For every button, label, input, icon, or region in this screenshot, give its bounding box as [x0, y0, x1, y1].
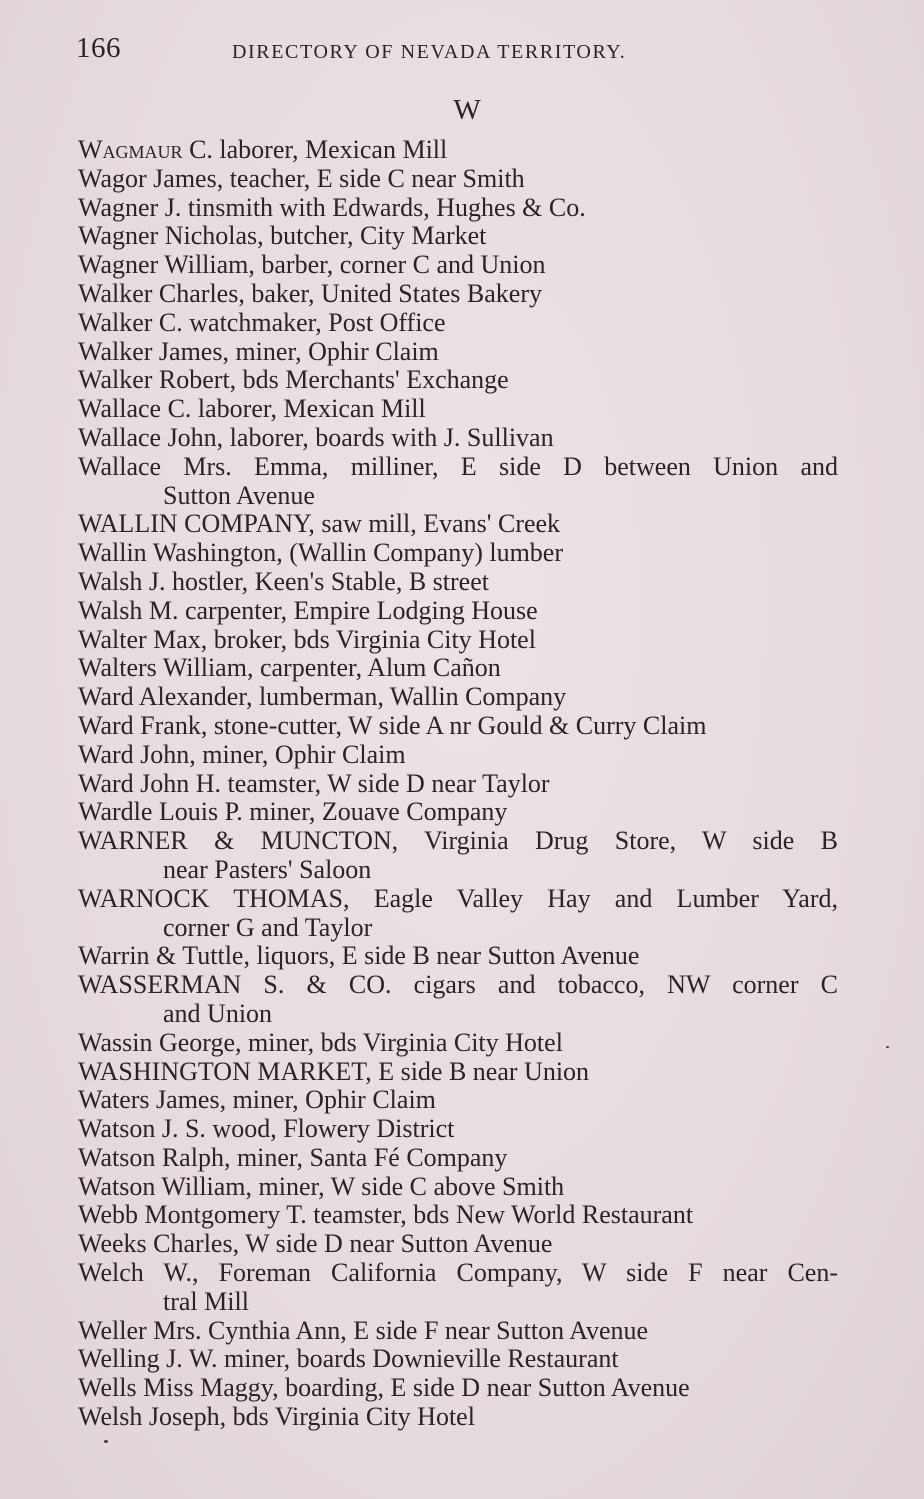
directory-entry	[78, 251, 842, 280]
entry-text: Watson William, miner, W side C above Smith	[78, 1171, 565, 1201]
print-speck	[104, 1440, 108, 1443]
entry-text: Wardle Louis P. miner, Zouave Company	[78, 797, 508, 827]
directory-entry	[78, 1403, 842, 1432]
entry-text: Watson Ralph, miner, Santa Fé Company	[78, 1142, 508, 1172]
directory-entry	[78, 1058, 842, 1087]
directory-entry	[78, 626, 842, 655]
directory-entry	[78, 395, 842, 424]
directory-entry	[78, 971, 842, 1029]
entry-text: Welling J. W. miner, boards Downieville Restaurant	[78, 1344, 619, 1374]
entry-continuation: near Pasters' Saloon	[163, 854, 372, 884]
directory-entry	[78, 597, 842, 626]
directory-entry	[78, 539, 842, 568]
entry-text: Wagner William, barber, corner C and Union	[78, 250, 546, 280]
directory-entry	[78, 338, 842, 367]
directory-entry	[78, 510, 842, 539]
entry-text: Wagmaur C. laborer, Mexican Mill	[78, 135, 448, 164]
directory-entry	[78, 136, 842, 165]
directory-entry	[78, 741, 842, 770]
section-letter: W	[453, 94, 481, 126]
entry-text: Wassin George, miner, bds Virginia City Hotel	[78, 1027, 563, 1057]
directory-entry	[78, 1029, 842, 1058]
entry-text: WASSERMAN S. & CO. cigars and tobacco, NW corner C	[78, 970, 838, 1000]
directory-entry	[78, 222, 842, 251]
entry-text: WARNER & MUNCTON, Virginia Drug Store, W side B	[78, 826, 838, 856]
entry-text: Wallace Mrs. Emma, milliner, E side D between Union and	[78, 451, 838, 481]
directory-entry	[78, 683, 842, 712]
entry-text: Welch W., Foreman California Company, W side F near Cen-	[78, 1258, 838, 1288]
entry-continuation: corner G and Taylor	[163, 912, 373, 942]
entry-continuation: Sutton Avenue	[163, 480, 315, 510]
entry-text: Wagor James, teacher, E side C near Smith	[78, 163, 525, 193]
entry-text: Wagner Nicholas, butcher, City Market	[78, 221, 487, 251]
directory-entry	[78, 798, 842, 827]
entry-text: Walters William, carpenter, Alum Cañon	[78, 653, 501, 683]
directory-entry	[78, 424, 842, 453]
entry-text: Ward Frank, stone-cutter, W side A nr Gould & Curry Claim	[78, 710, 707, 740]
entry-text: Walsh J. hostler, Keen's Stable, B street	[78, 566, 489, 596]
entry-text: WALLIN COMPANY, saw mill, Evans' Creek	[78, 509, 561, 539]
entry-text: Weeks Charles, W side D near Sutton Avenue	[78, 1229, 553, 1259]
entry-text: Warrin & Tuttle, liquors, E side B near Sutton Avenue	[78, 941, 640, 971]
entry-text: WARNOCK THOMAS, Eagle Valley Hay and Lumber Yard,	[78, 883, 838, 913]
entry-text: Weller Mrs. Cynthia Ann, E side F near Sutton Avenue	[78, 1315, 649, 1345]
directory-entry	[78, 1317, 842, 1346]
entry-text: Ward Alexander, lumberman, Wallin Company	[78, 682, 567, 712]
entry-text: Walker James, miner, Ophir Claim	[78, 336, 439, 366]
entry-text: Walker Charles, baker, United States Bakery	[78, 278, 542, 308]
entry-continuation: and Union	[163, 998, 273, 1028]
directory-entry	[78, 194, 842, 223]
directory-entry	[78, 1115, 842, 1144]
directory-entry	[78, 165, 842, 194]
directory-entry	[78, 942, 842, 971]
entry-text: Ward John, miner, Ophir Claim	[78, 739, 406, 769]
entry-continuation: tral Mill	[163, 1286, 249, 1316]
running-title: DIRECTORY OF NEVADA TERRITORY.	[232, 41, 627, 63]
directory-entry	[78, 654, 842, 683]
directory-entry	[78, 1173, 842, 1202]
entry-text: Webb Montgomery T. teamster, bds New World Restaurant	[78, 1200, 694, 1230]
directory-entry	[78, 1345, 842, 1374]
directory-entry	[78, 885, 842, 943]
directory-entry	[78, 827, 842, 885]
directory-entry	[78, 568, 842, 597]
entry-text: Ward John H. teamster, W side D near Taylor	[78, 768, 550, 798]
directory-entry	[78, 309, 842, 338]
entry-text: Wallin Washington, (Wallin Company) lumber	[78, 538, 563, 568]
entry-text: Welsh Joseph, bds Virginia City Hotel	[78, 1402, 475, 1432]
entry-text: Wallace C. laborer, Mexican Mill	[78, 394, 426, 424]
print-speck	[886, 1046, 889, 1048]
directory-entry	[78, 712, 842, 741]
directory-entry	[78, 1259, 842, 1317]
entry-text: Wells Miss Maggy, boarding, E side D near Sutton Avenue	[78, 1373, 690, 1403]
directory-entry	[78, 1086, 842, 1115]
entry-text: Waters James, miner, Ophir Claim	[78, 1085, 436, 1115]
running-head	[76, 32, 836, 72]
directory-entry	[78, 1201, 842, 1230]
directory-entry	[78, 770, 842, 799]
entry-text: Walker C. watchmaker, Post Office	[78, 307, 446, 337]
directory-entries	[78, 136, 842, 1432]
directory-entry	[78, 280, 842, 309]
page-number: 166	[76, 32, 121, 64]
entry-text: Wagner J. tinsmith with Edwards, Hughes & Co.	[78, 192, 586, 222]
directory-entry	[78, 1374, 842, 1403]
entry-text: Walker Robert, bds Merchants' Exchange	[78, 365, 509, 395]
directory-entry	[78, 1230, 842, 1259]
entry-text: Walter Max, broker, bds Virginia City Hotel	[78, 624, 536, 654]
entry-text: Wallace John, laborer, boards with J. Sullivan	[78, 422, 554, 452]
directory-entry	[78, 453, 842, 511]
directory-entry	[78, 366, 842, 395]
directory-entry	[78, 1144, 842, 1173]
entry-text: WASHINGTON MARKET, E side B near Union	[78, 1056, 590, 1086]
entry-text: Watson J. S. wood, Flowery District	[78, 1114, 455, 1144]
entry-text: Walsh M. carpenter, Empire Lodging House	[78, 595, 538, 625]
